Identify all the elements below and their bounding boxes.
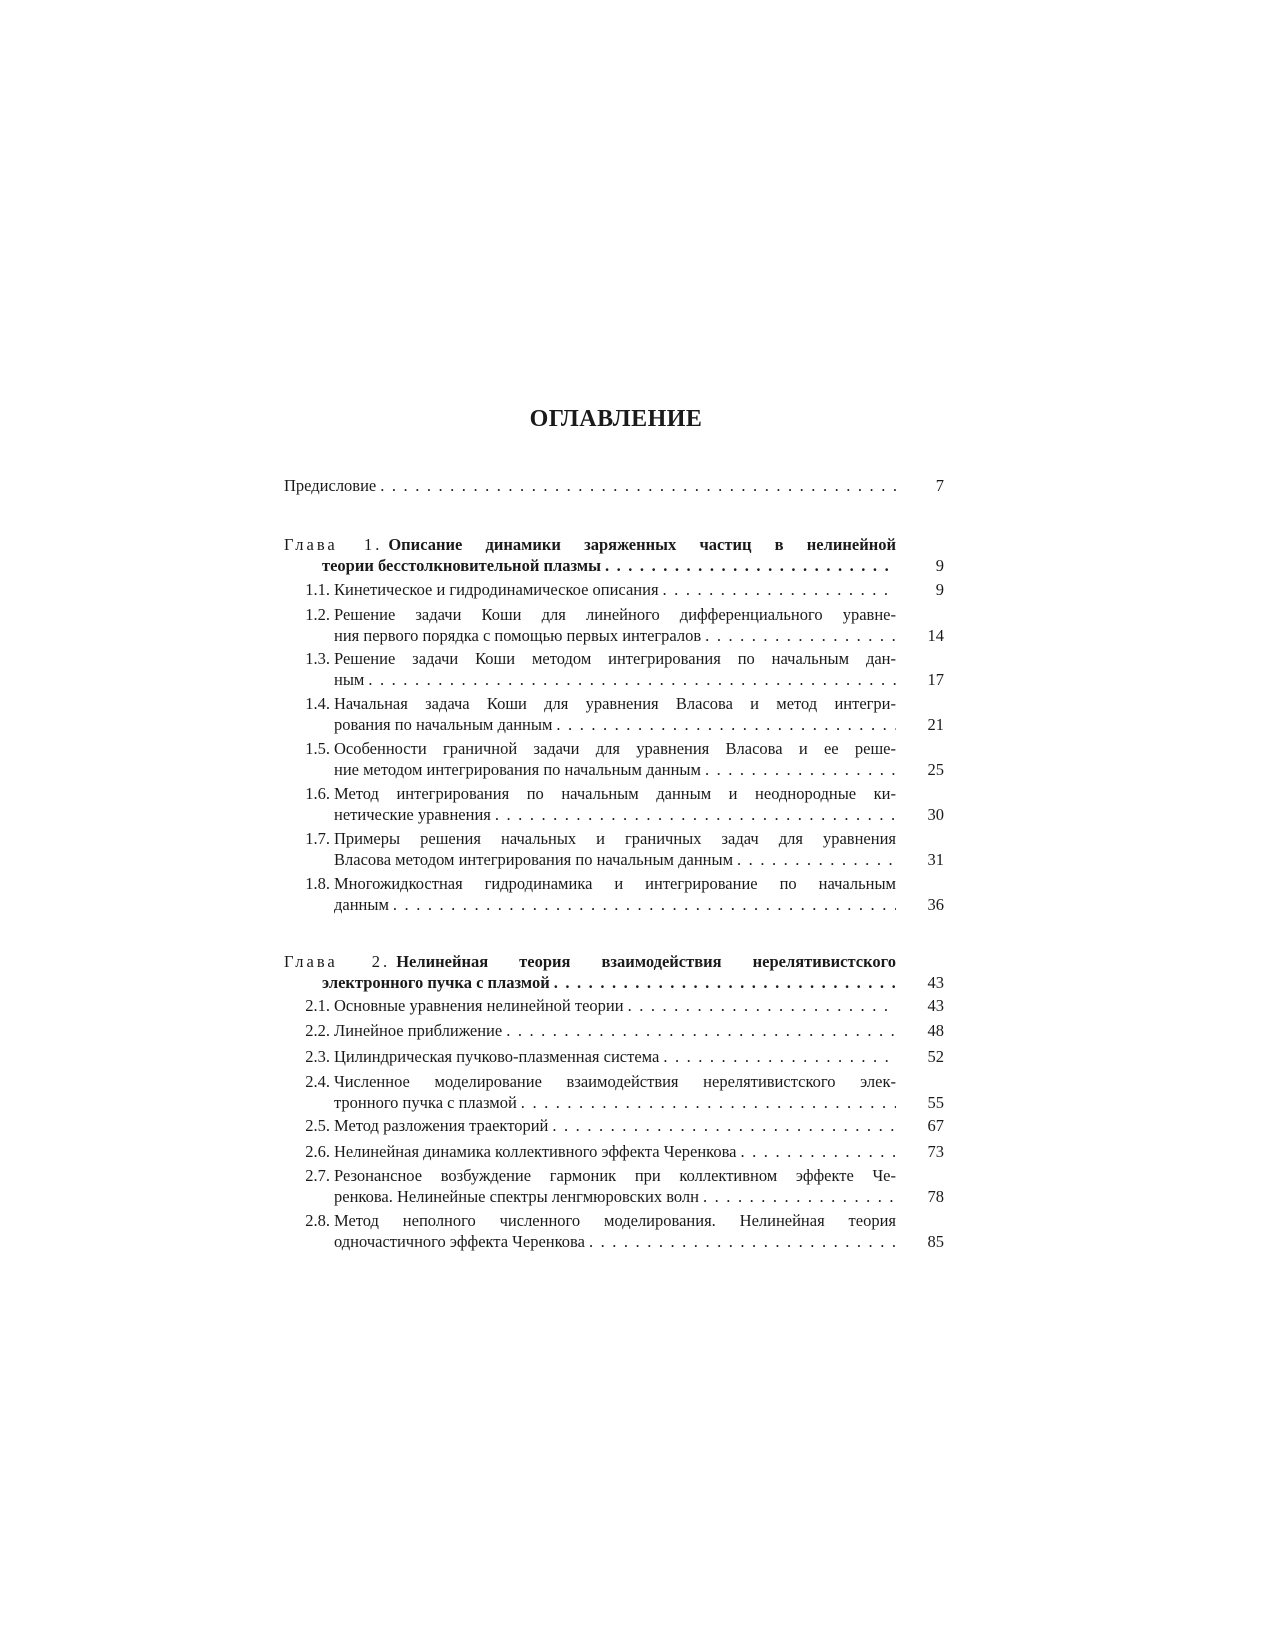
toc-line [284,555,896,576]
dot-leader [701,625,896,646]
toc-section [284,1046,944,1067]
dot-leader [376,475,896,496]
page-number: 48 [927,1021,944,1040]
chapter-prefix: Глава 2. [284,952,391,971]
toc-chapter-1 [284,534,944,576]
toc-line-text: Цилиндрическая пучково-плазменная система [334,1047,660,1066]
toc-line [334,1046,896,1067]
section-title [284,1165,896,1207]
dot-leader [389,894,896,915]
section-number: 1.7. [305,829,330,848]
dot-leader [364,669,896,690]
toc-line [334,804,896,825]
toc-chapter-2 [284,951,944,993]
page-number: 25 [927,760,944,779]
toc-line: Начальная задача Коши для уравнения Власова и метод интегри- [334,694,896,713]
toc-line [334,894,896,915]
dot-leader [733,849,896,870]
chapter-title [284,534,896,576]
toc-line: Многожидкостная гидродинамика и интегрирование по начальным [334,874,896,893]
toc-line [334,759,896,780]
toc-line [334,849,896,870]
toc-section [284,693,944,735]
toc-line-text: Метод разложения траекторий [334,1116,549,1135]
toc-line: Метод интегрирования по начальным данным и неоднородные ки- [334,784,896,803]
dot-leader [517,1092,896,1113]
section-title [284,1071,896,1113]
dot-leader [659,579,896,600]
page-number: 30 [927,805,944,824]
toc-section [284,873,944,915]
page-number: 55 [927,1093,944,1112]
section-number: 2.3. [305,1047,330,1066]
section-number: 1.1. [305,580,330,599]
toc-line [334,579,896,600]
chapter-title-line [284,951,896,972]
toc-line-text: Основные уравнения нелинейной теории [334,996,624,1015]
toc-line [334,669,896,690]
page-number: 17 [927,670,944,689]
dot-leader [548,1115,896,1136]
page-number: 43 [927,973,944,992]
section-number: 1.8. [305,874,330,893]
toc-entry-preface [284,475,944,496]
toc-line: Особенности граничной задачи для уравнения Власова и ее реше- [334,739,896,758]
section-number: 1.6. [305,784,330,803]
toc-line [334,1186,896,1207]
dot-leader [491,804,896,825]
toc-line: Численное моделирование взаимодействия нерелятивистского элек- [334,1072,896,1091]
toc-line-text: Линейное приближение [334,1021,503,1040]
toc-section [284,783,944,825]
dot-leader [550,972,896,993]
page-title: ОГЛАВЛЕНИЕ [529,406,703,432]
page-number: 85 [927,1232,944,1251]
page-number: 21 [927,715,944,734]
toc-line: Решение задачи Коши для линейного дифференциального уравне- [334,605,896,624]
toc-line-text: ние методом интегрирования по начальным данным [334,760,701,779]
toc-section [284,1141,944,1162]
section-number: 2.4. [305,1072,330,1091]
toc-line [334,1231,896,1252]
page-number: 9 [935,556,944,575]
section-title [284,1210,896,1252]
toc-section [284,995,944,1016]
section-title [284,1115,896,1136]
toc-line [334,995,896,1016]
toc-line-text: ным [334,670,365,689]
section-title [284,783,896,825]
chapter-prefix: Глава 1. [284,535,383,554]
toc-line-text: ния первого порядка с помощью первых интегралов [334,626,702,645]
page-number: 78 [927,1187,944,1206]
toc-line-text: Предисловие [284,476,377,495]
page-number: 31 [927,850,944,869]
section-title [284,828,896,870]
toc-line-text: Нелинейная динамика коллективного эффекта Черенкова [334,1142,737,1161]
toc-section [284,738,944,780]
section-title [284,873,896,915]
dot-leader [502,1020,896,1041]
toc-section [284,1165,944,1207]
section-number: 2.8. [305,1211,330,1230]
toc-section [284,1020,944,1041]
page-number: 52 [927,1047,944,1066]
section-number: 2.5. [305,1116,330,1135]
dot-leader [552,714,896,735]
toc-line [284,972,896,993]
toc-section [284,648,944,690]
section-number: 1.4. [305,694,330,713]
toc-section [284,579,944,600]
page-number: 43 [927,996,944,1015]
toc-line-text: одночастичного эффекта Черенкова [334,1232,585,1251]
toc-line-text: нетические уравнения [334,805,491,824]
chapter-title-text: Описание динамики заряженных частиц в нелинейной [388,535,896,554]
toc-line [284,475,896,496]
toc-line [334,1141,896,1162]
section-number: 2.6. [305,1142,330,1161]
section-number: 1.3. [305,649,330,668]
dot-leader [699,1186,896,1207]
toc-line: Решение задачи Коши методом интегрирования по начальным дан- [334,649,896,668]
toc-line [334,625,896,646]
section-title [284,579,896,600]
dot-leader [601,555,896,576]
page-number: 73 [927,1142,944,1161]
section-number: 2.1. [305,996,330,1015]
section-number: 1.5. [305,739,330,758]
dot-leader [624,995,896,1016]
dot-leader [585,1231,896,1252]
section-title [284,738,896,780]
page-number: 36 [927,895,944,914]
page-number: 7 [935,476,944,495]
section-title [284,1046,896,1067]
page-number: 9 [935,580,944,599]
toc-section [284,604,944,646]
section-title [284,1020,896,1041]
chapter-title-line [284,534,896,555]
section-title [284,604,896,646]
section-number: 2.7. [305,1166,330,1185]
chapter-title-text: Нелинейная теория взаимодействия нерелятивистского [396,952,896,971]
toc-line-text: теории бесстолкновительной плазмы [322,556,601,575]
toc-line-text: электронного пучка с плазмой [322,973,550,992]
toc-line [334,1115,896,1136]
toc-line: Метод неполного численного моделирования. Нелинейная теория [334,1211,896,1230]
section-title [284,693,896,735]
toc-section [284,1210,944,1252]
toc-line-text: тронного пучка с плазмой [334,1093,517,1112]
toc-section [284,1071,944,1113]
toc-line: Примеры решения начальных и граничных задач для уравнения [334,829,896,848]
chapter-title [284,951,896,993]
toc-line-text: данным [334,895,389,914]
toc-line-text: рования по начальным данным [334,715,553,734]
toc-line-text: ренкова. Нелинейные спектры ленгмюровских волн [334,1187,699,1206]
toc-line: Резонансное возбуждение гармоник при коллективном эффекте Че- [334,1166,896,1185]
dot-leader [701,759,896,780]
dot-leader [659,1046,896,1067]
toc-line [334,1020,896,1041]
dot-leader [737,1141,897,1162]
toc-line-text: Кинетическое и гидродинамическое описания [334,580,659,599]
toc-section [284,828,944,870]
toc-line [334,1092,896,1113]
toc-entry-body [284,475,896,496]
toc-line [334,714,896,735]
toc-section [284,1115,944,1136]
page-number: 14 [927,626,944,645]
section-title [284,1141,896,1162]
section-number: 1.2. [305,605,330,624]
page-number: 67 [927,1116,944,1135]
section-title [284,995,896,1016]
section-title [284,648,896,690]
section-number: 2.2. [305,1021,330,1040]
toc-line-text: Власова методом интегрирования по начальным данным [334,850,734,869]
